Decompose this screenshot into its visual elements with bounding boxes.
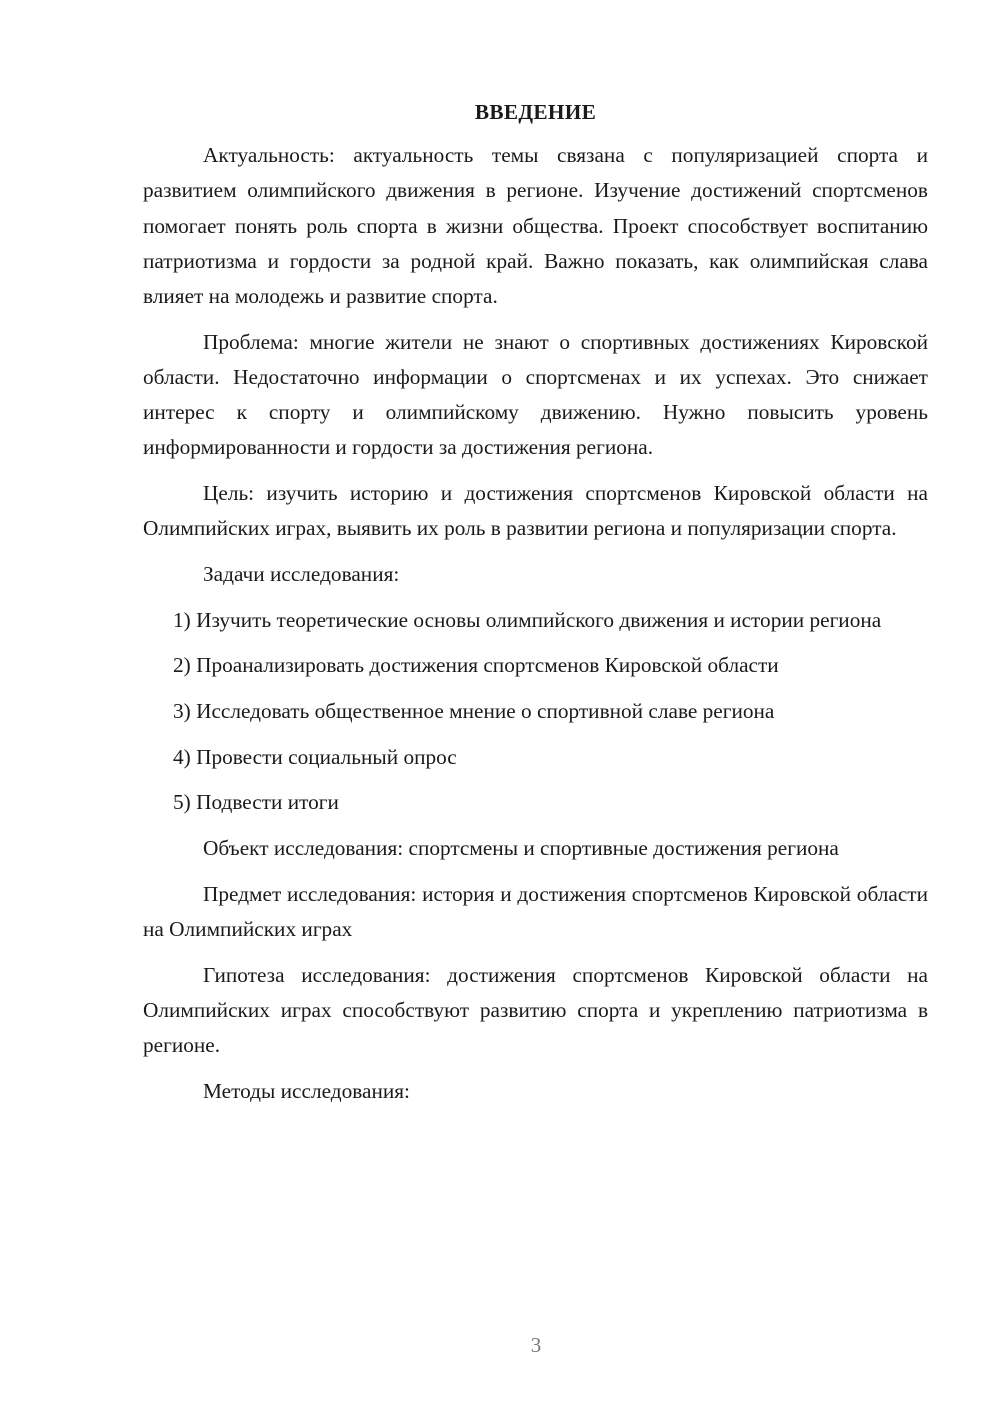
paragraph-goal: Цель: изучить историю и достижения спортсменов Кировской области на Олимпийских играх, выявить их роль в развитии региона и популяризации спорта. <box>143 481 928 541</box>
paragraph-subject: Предмет исследования: история и достижения спортсменов Кировской области на Олимпийских играх <box>143 881 928 942</box>
task-item-2: 2) Проанализировать достижения спортсменов Кировской области <box>173 653 779 678</box>
paragraph-problem: Проблема: многие жители не знают о спортивных достижениях Кировской области. Недостаточно информации о спортсменах и их успехах. Это снижает интерес к спорту и олимпийскому движению. Нужно повысить уровень информированности и гордости за достижения региона. <box>143 329 928 460</box>
page-number: 3 <box>530 1333 542 1357</box>
methods-heading: Методы исследования: <box>203 1078 410 1103</box>
tasks-heading: Задачи исследования: <box>203 561 400 586</box>
document-page <box>143 95 928 1120</box>
task-item-1: 1) Изучить теоретические основы олимпийского движения и истории региона <box>173 607 882 632</box>
task-item-5: 5) Подвести итоги <box>173 790 339 815</box>
page-title: ВВЕДЕНИЕ <box>474 100 597 124</box>
task-item-3: 3) Исследовать общественное мнение о спортивной славе региона <box>173 699 775 724</box>
paragraph-relevance: Актуальность: актуальность темы связана с популяризацией спорта и развитием олимпийского движения в регионе. Изучение достижений спортсменов помогает понять роль спорта в жизни общества. Проект способствует воспитанию патриотизма и гордости за родной край. Важно показать, как олимпийская слава влияет на молодежь и развитие спорта. <box>143 143 928 309</box>
paragraph-hypothesis: Гипотеза исследования: достижения спортсменов Кировской области на Олимпийских играх способствуют развитию спорта и укреплению патриотизма в регионе. <box>143 962 928 1058</box>
paragraph-object: Объект исследования: спортсмены и спортивные достижения региона <box>203 836 839 861</box>
task-item-4: 4) Провести социальный опрос <box>173 744 457 769</box>
